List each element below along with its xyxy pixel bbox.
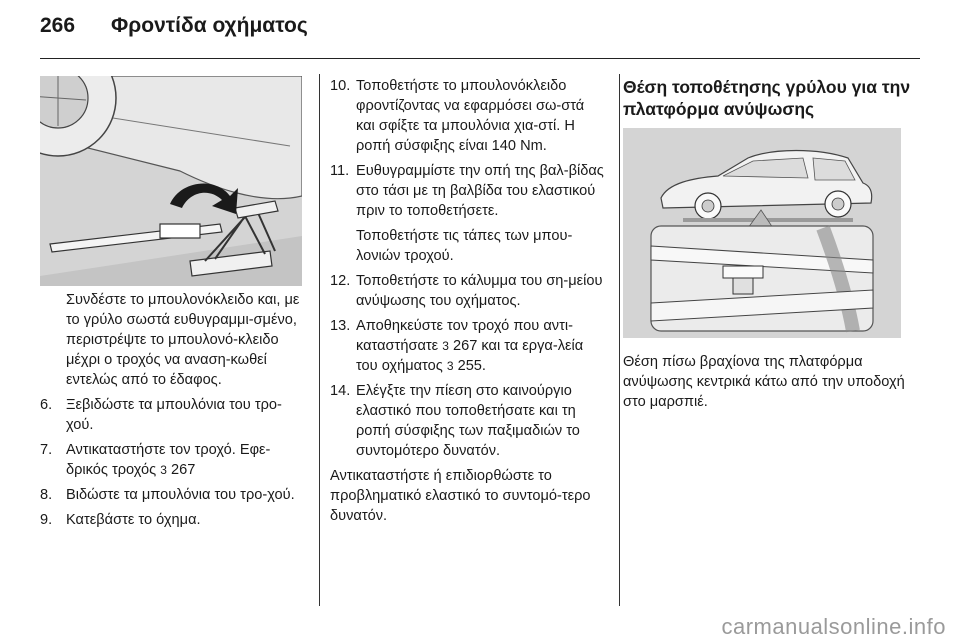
column-divider-1 <box>319 74 320 606</box>
page-reference-link[interactable]: 255. <box>457 358 486 374</box>
step-body <box>356 161 605 266</box>
step-number: 8. <box>40 487 53 503</box>
column-2-text <box>330 76 605 531</box>
figure-caption: Θέση πίσω βραχίονα της πλατφόρμα ανύψωσης κεντρικά κάτω από την υποδοχή στο μαρσπιέ. <box>623 354 905 410</box>
header-rule <box>40 58 920 59</box>
step-text-continued: και τα εργα-λεία του οχήματος <box>356 338 584 374</box>
column-3 <box>623 76 913 128</box>
jack-wrench-illustration <box>40 76 302 286</box>
step-body <box>66 440 305 480</box>
step-13 <box>330 316 605 376</box>
figure-caption-wrapper <box>623 352 913 417</box>
step-text: Ελέγξτε την πίεση στο καινούργιο ελαστικό που τοποθετήσατε και τη ροπή σύσφιξης των παξιμαδιών το συντομότερο δυνατόν. <box>356 383 580 459</box>
step-number: 7. <box>40 442 53 458</box>
column-1-text <box>40 290 305 535</box>
closing-paragraph: Αντικαταστήστε ή επιδιορθώστε το προβληματικό ελαστικό το συντομό-τερο δυνατόν. <box>330 468 591 524</box>
page-reference-link[interactable]: 267 <box>171 462 196 478</box>
step-text: Βιδώστε τα μπουλόνια του τρο-χού. <box>66 487 295 503</box>
step-extra-text: Τοποθετήστε τις τάπες των μπου-λονιών τροχού. <box>356 228 573 264</box>
page-reference-icon: 3 <box>442 339 449 353</box>
step-text: Ευθυγραμμίστε την οπή της βαλ-βίδας στο τάσι με τη βαλβίδα του ελαστικού πριν το τοποθετήσετε. <box>356 163 604 219</box>
step-7 <box>40 440 305 480</box>
step-text: Αντικαταστήστε τον τροχό. Εφε-δρικός τροχός <box>66 442 271 478</box>
step-number: 9. <box>40 512 53 528</box>
step-body <box>356 316 605 376</box>
page-header <box>40 14 920 54</box>
step-number: 11. <box>330 163 350 179</box>
step-10 <box>330 76 605 156</box>
page-reference-link[interactable]: 267 <box>452 338 478 354</box>
page-number: 266 <box>40 14 76 37</box>
page-reference-icon: 3 <box>160 463 167 477</box>
step-number: 10. <box>330 78 351 94</box>
step-12 <box>330 271 605 311</box>
step-number: 13. <box>330 318 351 334</box>
step-number: 6. <box>40 397 53 413</box>
step-text: Αποθηκεύστε τον τροχό που αντι-καταστήσατε <box>356 318 573 354</box>
step-text: Ξεβιδώστε τα μπουλόνια του τρο-χού. <box>66 397 282 433</box>
step-text: Τοποθετήστε το κάλυμμα του ση-μείου ανύψωσης του οχήματος. <box>356 273 603 309</box>
watermark: carmanualsonline.info <box>721 614 946 639</box>
section-title: Θέση τοποθέτησης γρύλου για την πλατφόρμα ανύψωσης <box>623 77 911 119</box>
step-text: Τοποθετήστε το μπουλονόκλειδο φροντίζοντας να εφαρμόσει σω-στά και σφίξτε τα μπουλόνια χια-στί. Η ροπή σύσφιξης είναι 140 Nm. <box>356 78 585 154</box>
chapter-title: Φροντίδα οχήματος <box>111 14 308 37</box>
step-text: Κατεβάστε το όχημα. <box>66 512 201 528</box>
step-14 <box>330 381 605 461</box>
step-11 <box>330 161 605 266</box>
column-divider-2 <box>619 74 620 606</box>
intro-paragraph: Συνδέστε το μπουλονόκλειδο και, με το γρύλο σωστά ευθυγραμμι-σμένο, περιστρέψτε το μπουλονό-κλειδο μέχρι ο τροχός να αναση-κωθεί εντελώς από το έδαφος. <box>66 292 300 388</box>
page-reference-icon: 3 <box>446 359 454 373</box>
step-9 <box>40 510 305 530</box>
step-number: 14. <box>330 383 351 399</box>
step-8 <box>40 485 305 505</box>
step-6 <box>40 395 305 435</box>
lift-platform-illustration <box>623 128 901 338</box>
step-number: 12. <box>330 273 351 289</box>
